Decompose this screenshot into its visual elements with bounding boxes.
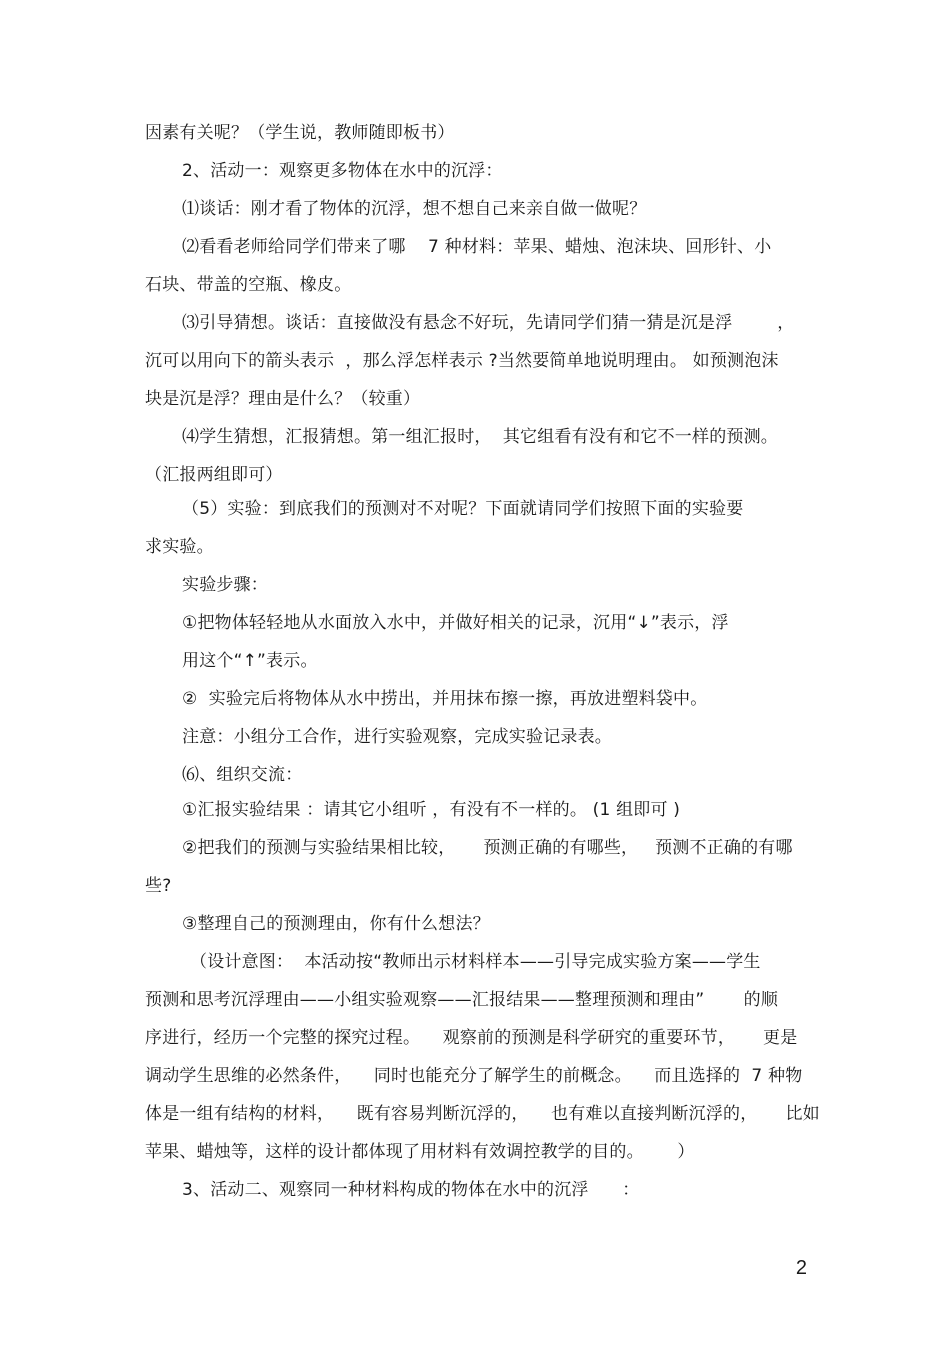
text-line: 因素有关呢？（学生说，教师随即板书） [145,123,455,143]
text-line: ①汇报实验结果 ：请其它小组听 ，有没有不一样的。 (1 组即可 ) [182,800,681,820]
text-line: 块是沉是浮？理由是什么？（较重） [145,389,421,409]
page-number: 2 [795,1257,807,1279]
text-line: 体是一组有结构的材料， 既有容易判断沉浮的， 也有难以直接判断沉浮的， 比如 [145,1104,820,1124]
text-line: 石块、带盖的空瓶、橡皮。 [145,275,352,295]
text-line: ② 实验完后将物体从水中捞出，并用抹布擦一擦，再放进塑料袋中。 [182,689,708,709]
text-line: （5）实验：到底我们的预测对不对呢？下面就请同学们按照下面的实验要 [182,499,744,519]
text-line: ③整理自己的预测理由，你有什么想法？ [182,914,490,934]
text-line: （汇报两组即可） [145,465,283,485]
text-line: ⑷学生猜想，汇报猜想。第一组汇报时， 其它组看有没有和它不一样的预测。 [182,427,779,447]
text-line: 沉可以用向下的箭头表示 ，那么浮怎样表示 ?当然要简单地说明理由。 如预测泡沫 [145,351,779,371]
text-line: 2、活动一：观察更多物体在水中的沉浮： [182,161,503,181]
text-line: 些? [145,876,172,896]
text-line: ②把我们的预测与实验结果相比较， 预测正确的有哪些， 预测不正确的有哪 [182,838,793,858]
text-line: 求实验。 [145,537,214,557]
text-line: 3、活动二、观察同一种材料构成的物体在水中的沉浮 ： [182,1180,640,1200]
text-line: ⑵看看老师给同学们带来了哪 7 种材料：苹果、蜡烛、泡沫块、回形针、小 [182,237,772,257]
text-line: （设计意图： 本活动按“教师出示材料样本——引导完成实验方案——学生 [190,952,761,972]
text-line: 序进行，经历一个完整的探究过程。 观察前的预测是科学研究的重要环节， 更是 [145,1028,798,1048]
text-line: ①把物体轻轻地从水面放入水中，并做好相关的记录，沉用“↓”表示，浮 [182,613,729,633]
text-line: ⑴谈话：刚才看了物体的沉浮，想不想自己来亲自做一做呢？ [182,199,647,219]
text-line: 调动学生思维的必然条件， 同时也能充分了解学生的前概念。 而且选择的 7 种物 [145,1066,803,1086]
text-line: ⑶引导猜想。谈话：直接做没有悬念不好玩，先请同学们猜一猜是沉是浮 ， [182,313,795,333]
text-line: 用这个“↑”表示。 [182,651,318,671]
text-line: 预测和思考沉浮理由——小组实验观察——汇报结果——整理预测和理由” 的顺 [145,990,779,1010]
text-line: ⑹、组织交流： [182,765,303,785]
text-line: 苹果、蜡烛等，这样的设计都体现了用材料有效调控教学的目的。 ） [145,1142,695,1162]
text-line: 实验步骤： [182,575,268,595]
text-line: 注意：小组分工合作，进行实验观察，完成实验记录表。 [182,727,612,747]
